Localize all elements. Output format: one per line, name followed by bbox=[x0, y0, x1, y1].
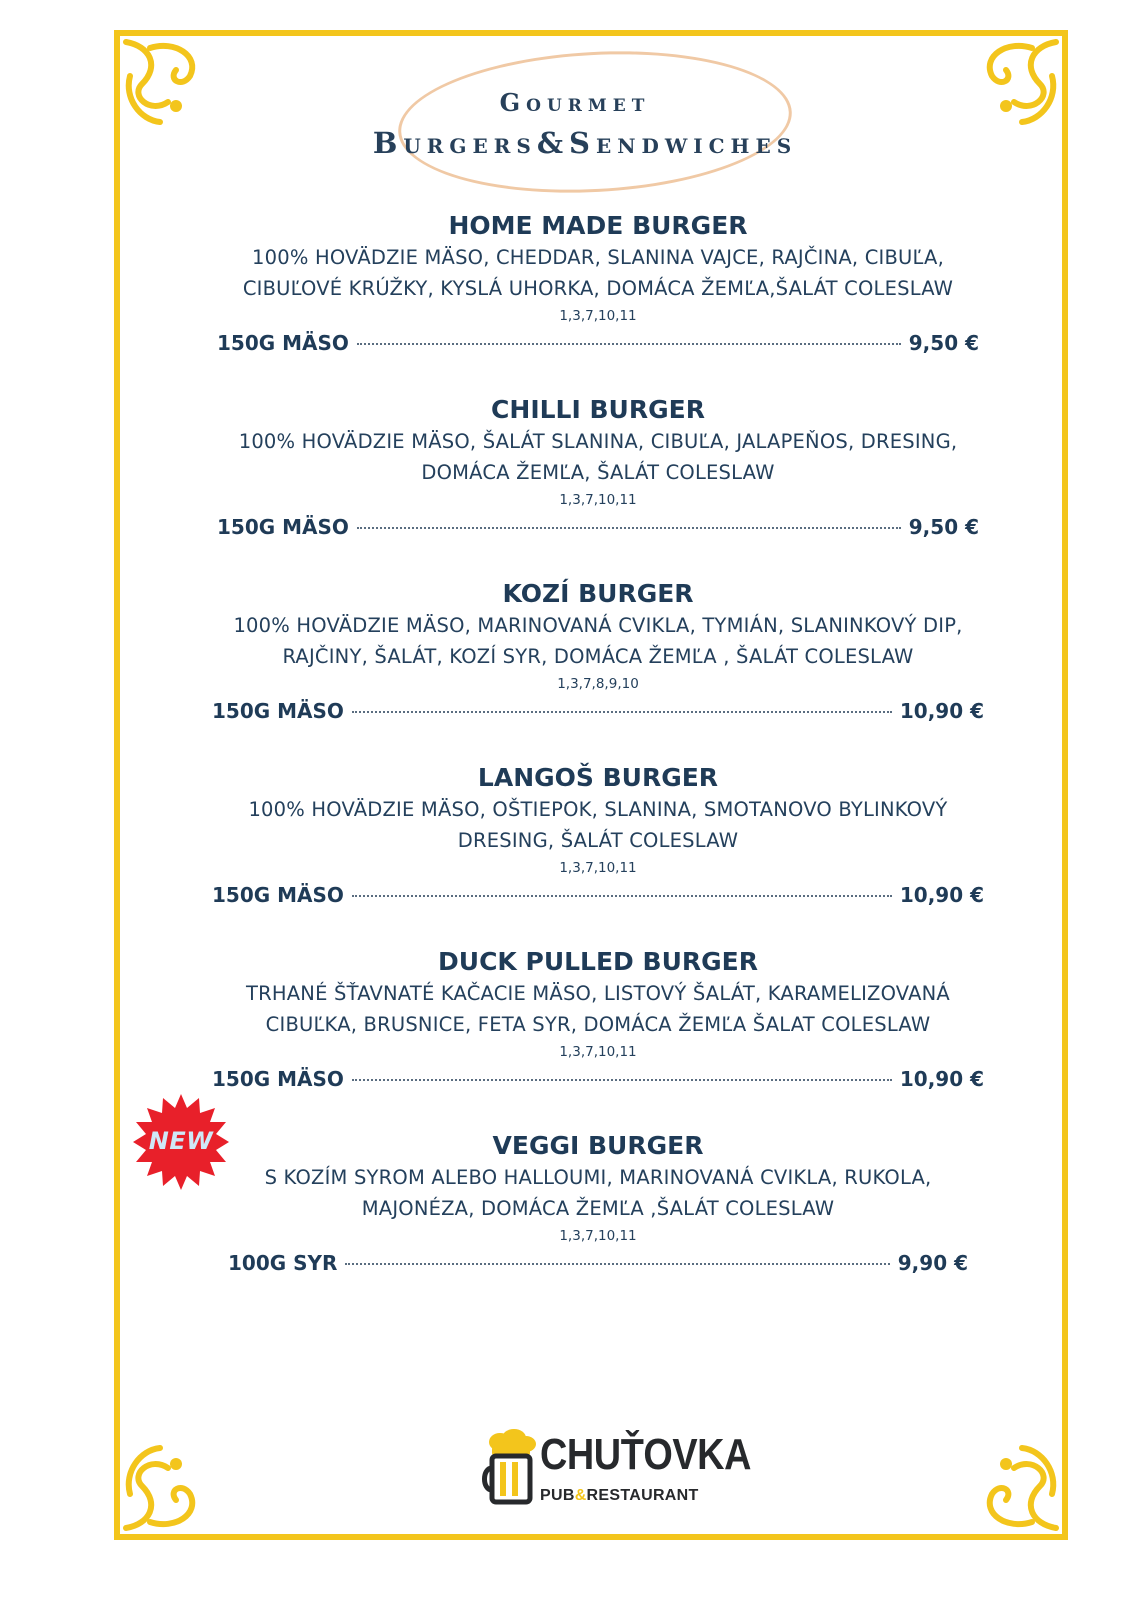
dotted-leader bbox=[357, 527, 901, 529]
new-badge-label: NEW bbox=[148, 1127, 214, 1155]
item-price-row bbox=[228, 1248, 968, 1278]
item-price: 9,90 € bbox=[897, 1251, 968, 1275]
item-price: 9,50 € bbox=[908, 331, 979, 355]
item-allergens: 1,3,7,10,11 bbox=[559, 492, 637, 508]
item-description-line: DRESING, ŠALÁT COLESLAW bbox=[457, 829, 739, 852]
item-price: 10,90 € bbox=[899, 883, 984, 907]
logo-tagline-ampersand: & bbox=[574, 1487, 587, 1504]
item-description-line: 100% HOVÄDZIE MÄSO, MARINOVANÁ CVIKLA, TYMIÁN, SLANINKOVÝ DIP, bbox=[233, 614, 963, 637]
item-description-line: CIBUĽOVÉ KRÚŽKY, KYSLÁ UHORKA, DOMÁCA ŽEMĽA,ŠALÁT COLESLAW bbox=[242, 277, 954, 300]
item-price-row bbox=[212, 880, 984, 910]
item-description-line: S KOZÍM SYROM ALEBO HALLOUMI, MARINOVANÁ CVIKLA, RUKOLA, bbox=[264, 1166, 932, 1189]
item-description-line: 100% HOVÄDZIE MÄSO, ŠALÁT SLANINA, CIBUĽA, JALAPEŇOS, DRESING, bbox=[238, 430, 958, 453]
item-description-line: TRHANÉ ŠŤAVNATÉ KAČACIE MÄSO, LISTOVÝ ŠALÁT, KARAMELIZOVANÁ bbox=[246, 982, 950, 1005]
logo-tagline bbox=[540, 1486, 699, 1506]
logo-tagline-restaurant: RESTAURANT bbox=[586, 1487, 699, 1504]
item-name: KOZÍ BURGER bbox=[502, 579, 694, 608]
menu-item-home-made-burger bbox=[190, 210, 1006, 358]
dotted-leader bbox=[352, 1079, 892, 1081]
item-name: CHILLI BURGER bbox=[491, 395, 705, 424]
item-portion: 150G MÄSO bbox=[212, 883, 344, 907]
dotted-leader bbox=[345, 1263, 889, 1265]
menu-item-langos-burger bbox=[190, 762, 1006, 910]
item-allergens: 1,3,7,10,11 bbox=[559, 860, 637, 876]
item-name: LANGOŠ BURGER bbox=[477, 763, 719, 792]
item-portion: 150G MÄSO bbox=[217, 515, 349, 539]
item-portion: 150G MÄSO bbox=[212, 1067, 344, 1091]
menu-item-veggi-burger bbox=[190, 1130, 1006, 1278]
item-price: 10,90 € bbox=[899, 699, 984, 723]
dotted-leader bbox=[352, 711, 892, 713]
item-price-row bbox=[217, 328, 979, 358]
item-description-line: DOMÁCA ŽEMĽA, ŠALÁT COLESLAW bbox=[421, 461, 775, 484]
item-description-line: MAJONÉZA, DOMÁCA ŽEMĽA ,ŠALÁT COLESLAW bbox=[361, 1197, 835, 1220]
item-portion: 100G SYR bbox=[228, 1251, 338, 1275]
item-portion: 150G MÄSO bbox=[217, 331, 349, 355]
item-price-row bbox=[217, 512, 979, 542]
menu-item-duck-pulled-burger bbox=[190, 946, 1006, 1094]
logo-tagline-pub: PUB bbox=[540, 1487, 575, 1504]
item-allergens: 1,3,7,10,11 bbox=[559, 1228, 637, 1244]
menu-item-kozi-burger bbox=[190, 578, 1006, 726]
item-price: 10,90 € bbox=[899, 1067, 984, 1091]
item-description-line: RAJČINY, ŠALÁT, KOZÍ SYR, DOMÁCA ŽEMĽA , ŠALÁT COLESLAW bbox=[282, 645, 914, 668]
item-price-row bbox=[212, 696, 984, 726]
dotted-leader bbox=[357, 343, 901, 345]
restaurant-logo bbox=[480, 1426, 751, 1512]
dotted-leader bbox=[352, 895, 892, 897]
item-name: DUCK PULLED BURGER bbox=[438, 947, 758, 976]
corner-ornament-bottom-left bbox=[120, 1442, 212, 1534]
item-name: HOME MADE BURGER bbox=[448, 211, 748, 240]
item-allergens: 1,3,7,10,11 bbox=[559, 1044, 637, 1060]
item-allergens: 1,3,7,8,9,10 bbox=[557, 676, 639, 692]
item-portion: 150G MÄSO bbox=[212, 699, 344, 723]
item-description-line: 100% HOVÄDZIE MÄSO, OŠTIEPOK, SLANINA, SMOTANOVO BYLINKOVÝ bbox=[248, 798, 948, 821]
item-price: 9,50 € bbox=[908, 515, 979, 539]
item-description-line: CIBUĽKA, BRUSNICE, FETA SYR, DOMÁCA ŽEMĽA ŠALAT COLESLAW bbox=[265, 1013, 931, 1036]
menu-item-chilli-burger bbox=[190, 394, 1006, 542]
corner-ornament-bottom-right bbox=[970, 1442, 1062, 1534]
menu-title-line-2: Burgers&Sendwiches bbox=[372, 126, 798, 160]
menu-title-line-1: Gourmet bbox=[499, 88, 651, 117]
logo-wordmark: CHUŤOVKA bbox=[540, 1430, 751, 1479]
item-description-line: 100% HOVÄDZIE MÄSO, CHEDDAR, SLANINA VAJCE, RAJČINA, CIBUĽA, bbox=[252, 246, 944, 269]
item-allergens: 1,3,7,10,11 bbox=[559, 308, 637, 324]
item-name: VEGGI BURGER bbox=[492, 1131, 704, 1160]
beer-mug-icon bbox=[482, 1428, 538, 1508]
item-price-row bbox=[212, 1064, 984, 1094]
